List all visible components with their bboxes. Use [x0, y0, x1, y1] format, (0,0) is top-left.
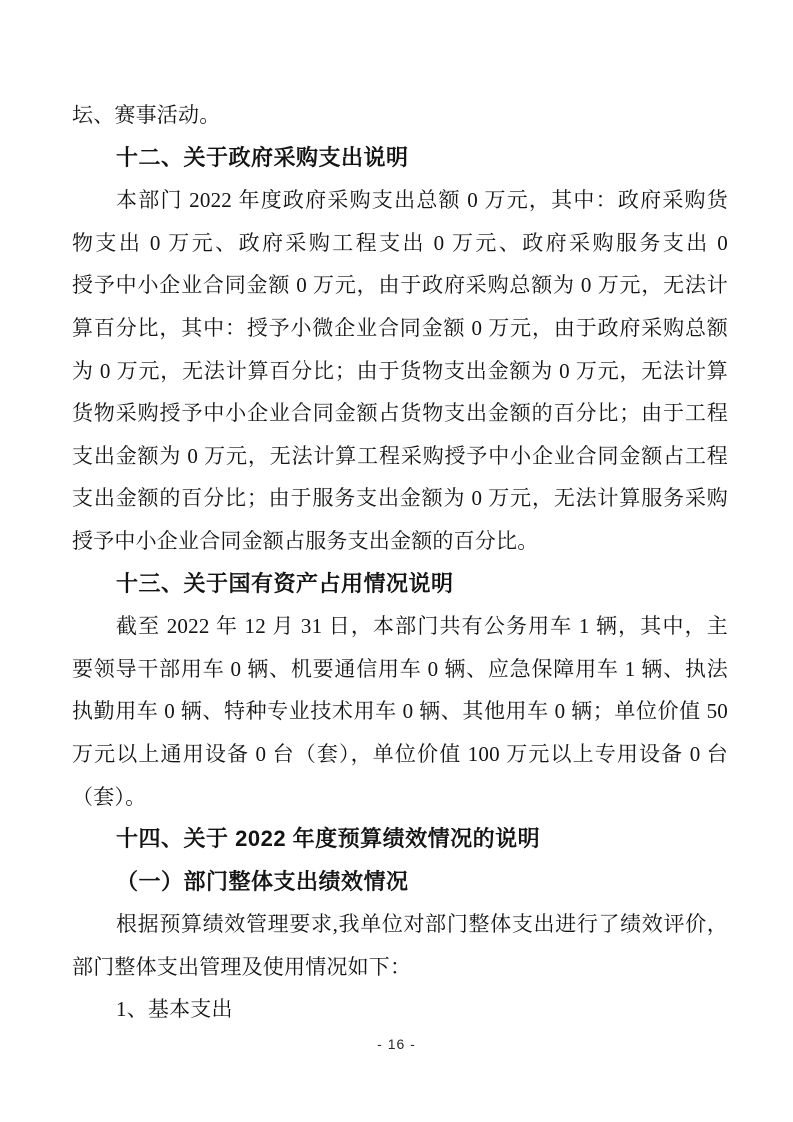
paragraph-line: 万元以上通用设备 0 台（套），单位价值 100 万元以上专用设备 0 台	[72, 741, 728, 766]
paragraph-line: 截至 2022 年 12 月 31 日，本部门共有公务用车 1 辆，其中，主	[116, 614, 728, 639]
document-body	[72, 94, 728, 1031]
paragraph-line: 根据预算绩效管理要求,我单位对部门整体支出进行了绩效评价，	[116, 912, 728, 937]
paragraph-line: 授予中小企业合同金额 0 万元，由于政府采购总额为 0 万元，无法计	[72, 273, 728, 298]
heading-section-14: 十四、关于 2022 年度预算绩效情况的说明	[116, 826, 541, 852]
paragraph-last-line: （套）。	[72, 784, 147, 809]
paragraph-line: 要领导干部用车 0 辆、机要通信用车 0 辆、应急保障用车 1 辆、执法	[72, 656, 728, 681]
paragraph-line: 支出金额为 0 万元，无法计算工程采购授予中小企业合同金额占工程	[72, 443, 728, 468]
page-number: - 16 -	[377, 1036, 416, 1052]
paragraph-line: 货物采购授予中小企业合同金额占货物支出金额的百分比；由于工程	[72, 401, 728, 426]
heading-section-12: 十二、关于政府采购支出说明	[116, 144, 409, 170]
paragraph-line: 本部门 2022 年度政府采购支出总额 0 万元，其中：政府采购货	[116, 188, 728, 213]
paragraph-last-line: 授予中小企业合同金额占服务支出金额的百分比。	[72, 528, 539, 553]
list-item-basic-expenditure: 1、基本支出	[116, 997, 233, 1022]
paragraph-line: 为 0 万元，无法计算百分比；由于货物支出金额为 0 万元，无法计算	[72, 358, 728, 383]
paragraph-line: 支出金额的百分比；由于服务支出金额为 0 万元，无法计算服务采购	[72, 486, 728, 511]
paragraph-line: 执勤用车 0 辆、特种专业技术用车 0 辆、其他用车 0 辆；单位价值 50	[72, 699, 728, 724]
heading-section-13: 十三、关于国有资产占用情况说明	[116, 570, 454, 596]
paragraph-line: 算百分比，其中：授予小微企业合同金额 0 万元，由于政府采购总额	[72, 315, 728, 340]
paragraph-last-line: 部门整体支出管理及使用情况如下：	[72, 954, 412, 979]
paragraph-line: 物支出 0 万元、政府采购工程支出 0 万元、政府采购服务支出 0	[72, 230, 728, 255]
subheading-performance: （一）部门整体支出绩效情况	[116, 868, 409, 894]
paragraph-continuation-line: 坛、赛事活动。	[72, 103, 221, 127]
